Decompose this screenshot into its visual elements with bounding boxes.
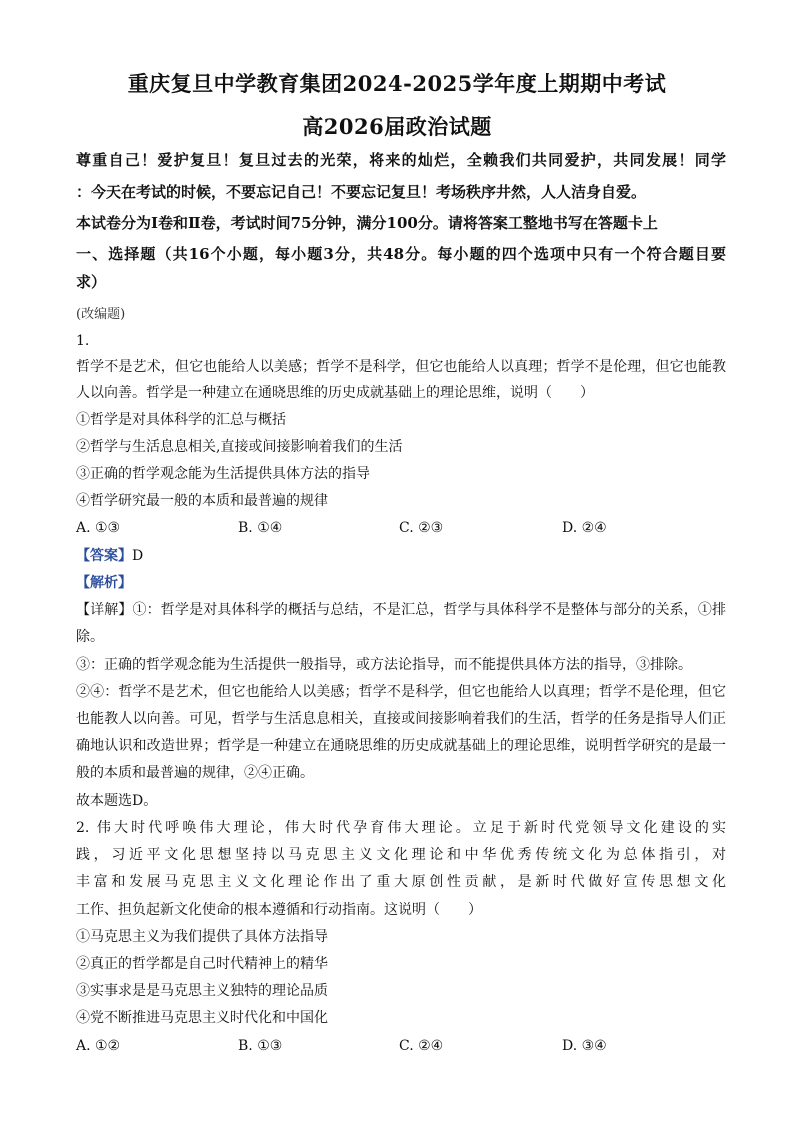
detail-line-7: 般的本质和最普遍的规律，②④正确。 [76, 765, 314, 781]
option-b[interactable]: B. ①③ [238, 1038, 283, 1054]
detail-line-2: 除。 [76, 629, 104, 645]
option-b[interactable]: B. ①④ [238, 520, 283, 536]
instructions-line: 本试卷分为Ⅰ卷和Ⅱ卷，考试时间75分钟，满分100分。请将答案工整地书写在答题卡上 [76, 214, 658, 232]
conclusion-line: 故本题选D。 [76, 793, 158, 809]
section-heading-line-1: 一、选择题（共16个小题，每小题3分，共48分。每小题的四个选项中只有一个符合题目要 [76, 245, 726, 263]
question-1-stem-line-2: 人以向善。哲学是一种建立在通晓思维的历史成就基础上的理论思维，说明（ ） [76, 385, 594, 401]
option-a[interactable]: A. ①③ [76, 520, 121, 536]
intro-line-2: ：今天在考试的时候，不要忘记自己！不要忘记复旦！考场秩序井然，人人洁身自爱。 [76, 183, 647, 201]
question-1-item-2: ②哲学与生活息息相关,直接或间接影响着我们的生活 [76, 439, 403, 455]
option-c[interactable]: C. ②④ [399, 1038, 444, 1054]
question-2-stem-line-2: 践，习近平文化思想坚持以马克思主义文化理论和中华优秀传统文化为总体指引，对 [76, 847, 726, 863]
detail-line-6: 确地认识和改造世界；哲学是一种建立在通晓思维的历史成就基础上的理论思维，说明哲学研究的是最一 [76, 738, 726, 754]
question-2-item-4: ④党不断推进马克思主义时代化和中国化 [76, 1010, 328, 1026]
question-2-item-1: ①马克思主义为我们提供了具体方法指导 [76, 929, 328, 945]
answer-row [76, 546, 726, 566]
analysis-label: 【解析】 [76, 575, 132, 591]
adapted-note: (改编题) [76, 307, 126, 322]
question-1-number: 1. [76, 333, 90, 349]
question-2-stem-line-1: 2. 伟大时代呼唤伟大理论，伟大时代孕育伟大理论。立足于新时代党领导文化建设的实 [76, 820, 726, 836]
option-d[interactable]: D. ③④ [562, 1038, 607, 1054]
option-d[interactable]: D. ②④ [562, 520, 607, 536]
answer-value: D [132, 548, 144, 564]
question-2-stem-line-4: 工作、担负起新文化使命的根本遵循和行动指南。这说明（ ） [76, 902, 482, 918]
intro-line-1: 尊重自己！爱护复旦！复旦过去的光荣，将来的灿烂，全赖我们共同爱护，共同发展！同学 [76, 151, 726, 169]
exam-subtitle: 高2026届政治试题 [302, 114, 492, 139]
section-heading-line-2: 求） [76, 273, 107, 291]
option-a[interactable]: A. ①② [76, 1038, 121, 1054]
detail-line-4: ②④：哲学不是艺术，但它也能给人以美感；哲学不是科学，但它也能给人以真理；哲学不是伦理，但它 [76, 684, 726, 700]
detail-line-1: 【详解】①：哲学是对具体科学的概括与总结，不是汇总，哲学与具体科学不是整体与部分的关系，①排 [76, 602, 726, 618]
question-2-item-3: ③实事求是是马克思主义独特的理论品质 [76, 983, 328, 999]
answer-label: 【答案】 [76, 548, 132, 564]
detail-line-3: ③：正确的哲学观念能为生活提供一般指导，或方法论指导，而不能提供具体方法的指导，③排除。 [76, 657, 692, 673]
option-c[interactable]: C. ②③ [399, 520, 444, 536]
question-1-item-4: ④哲学研究最一般的本质和最普遍的规律 [76, 493, 328, 509]
exam-title: 重庆复旦中学教育集团2024-2025学年度上期期中考试 [127, 71, 667, 96]
detail-line-5: 也能教人以向善。可见，哲学与生活息息相关，直接或间接影响着我们的生活，哲学的任务是指导人们正 [76, 711, 726, 727]
question-2-options [76, 1036, 726, 1056]
question-1-item-1: ①哲学是对具体科学的汇总与概括 [76, 412, 286, 428]
question-2-item-2: ②真正的哲学都是自己时代精神上的精华 [76, 956, 328, 972]
question-1-item-3: ③正确的哲学观念能为生活提供具体方法的指导 [76, 466, 370, 482]
question-1-options [76, 518, 726, 538]
question-1-stem-line-1: 哲学不是艺术，但它也能给人以美感；哲学不是科学，但它也能给人以真理；哲学不是伦理，但它也能教 [76, 359, 726, 375]
question-2-stem-line-3: 丰富和发展马克思主义文化理论作出了重大原创性贡献，是新时代做好宣传思想文化 [76, 874, 726, 890]
